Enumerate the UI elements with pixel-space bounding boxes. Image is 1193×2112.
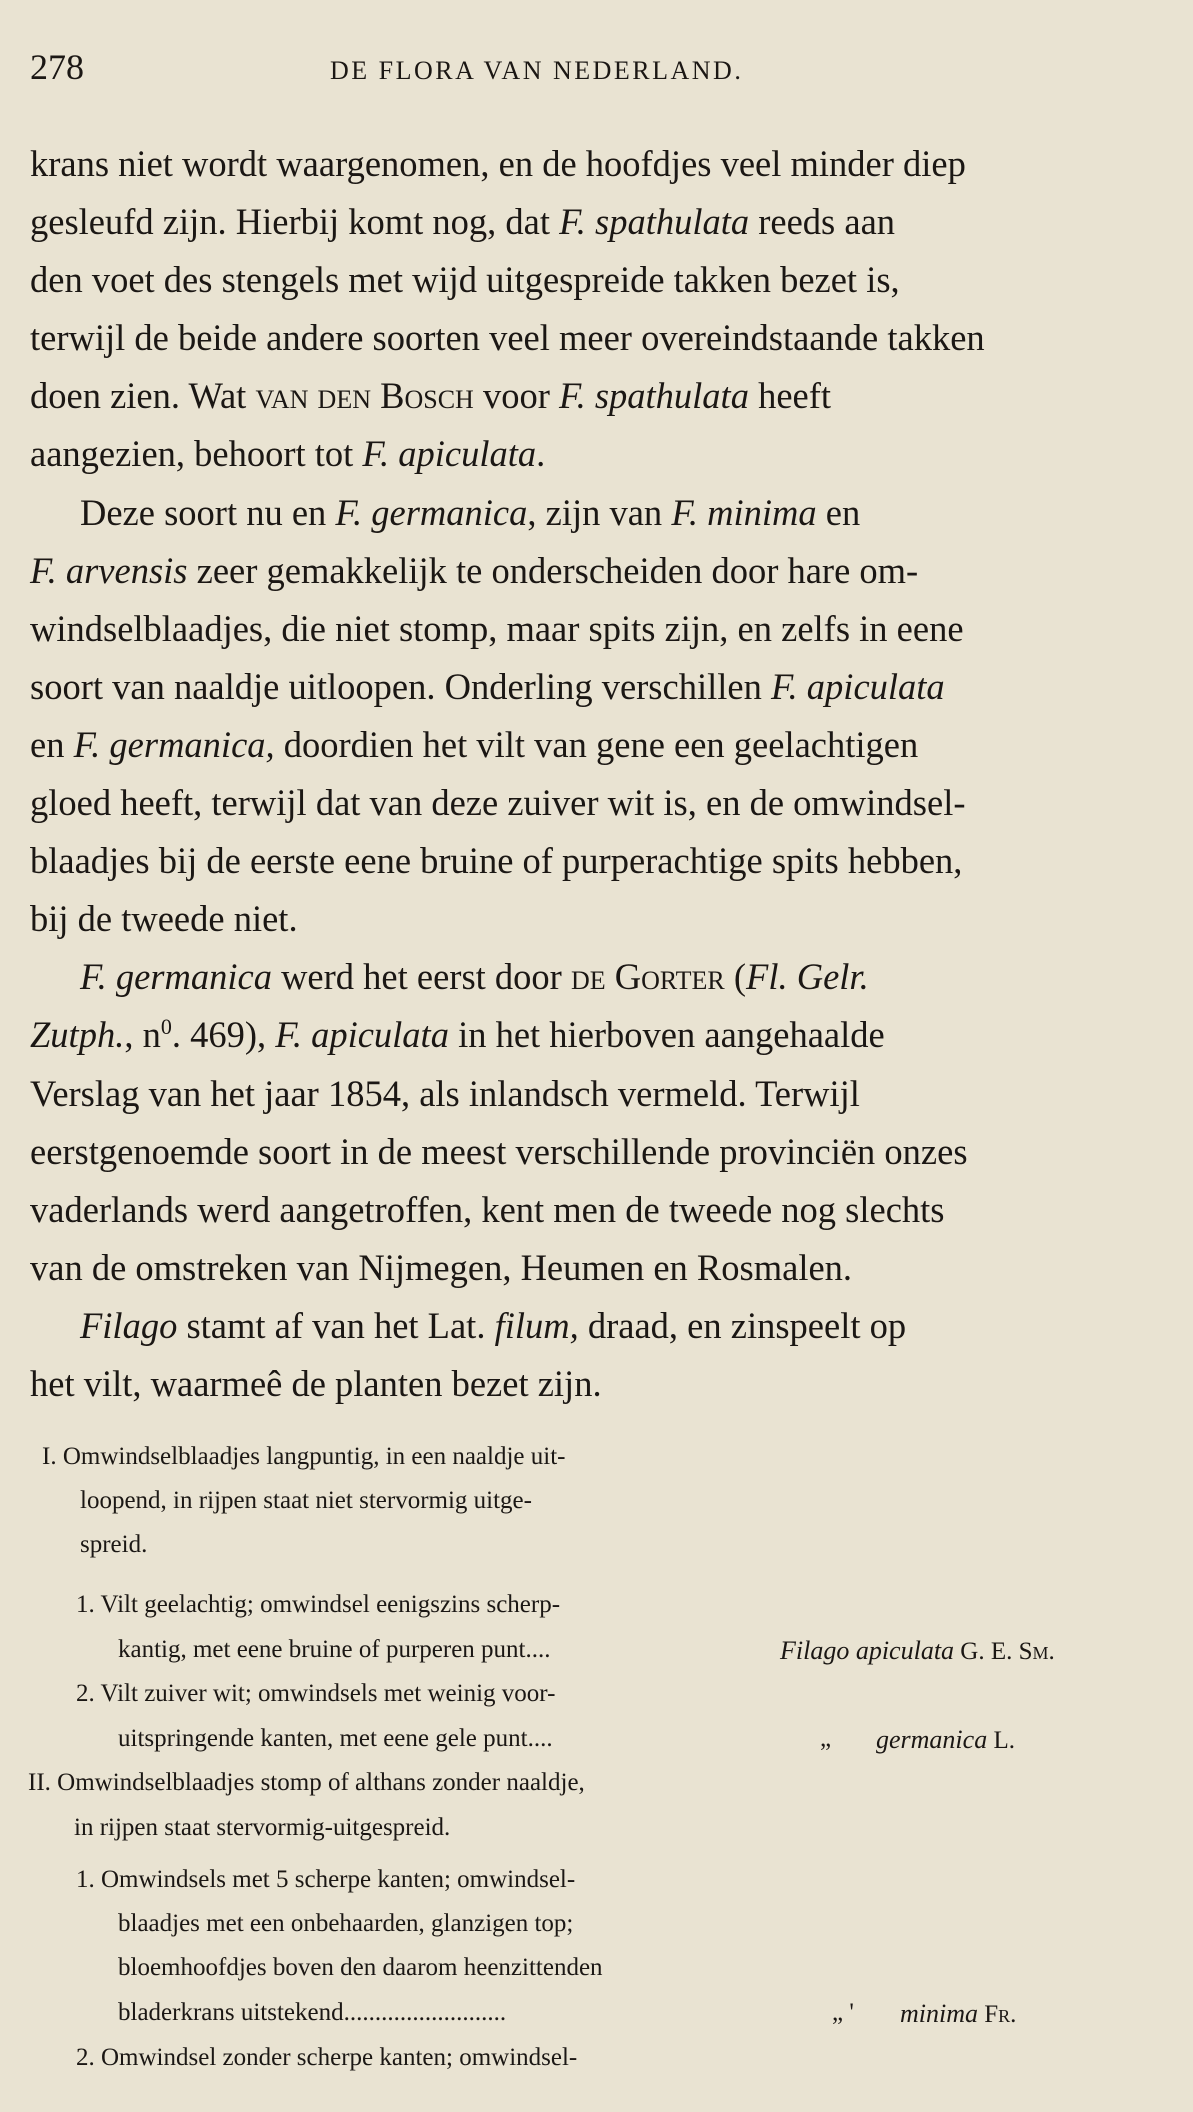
key-species-entry (780, 1636, 1055, 1666)
species-name: F. germanica (80, 956, 272, 998)
text-span: in het hierboven aangehaalde (448, 1014, 885, 1056)
ditto-mark: „ (820, 1725, 832, 1752)
text-line: vaderlands werd aangetroffen, kent men de tweede nog slechts (30, 1188, 945, 1230)
text-span: . (536, 433, 546, 475)
species-name: F. germanica (335, 491, 528, 533)
species-name: germanica (876, 1725, 988, 1754)
text-line: eerstgenoemde soort in de meest verschillende provinciën onzes (30, 1130, 968, 1172)
species-name: F. apiculata (362, 433, 537, 475)
author-abbrev: Fr. (978, 2001, 1017, 2028)
author-abbrev: G. E. Sm. (954, 1638, 1055, 1665)
text-line: gloed heeft, terwijl dat van deze zuiver wit is, en de omwindsel- (30, 782, 966, 824)
species-name: F. minima (671, 491, 817, 533)
text-line (30, 1297, 1167, 1355)
text-line: bij de tweede niet. (30, 898, 298, 940)
key-line: kantig, met eene bruine of purperen punt.... (118, 1636, 551, 1663)
key-line: 1. Vilt geelachtig; omwindsel eenigszins scherp- (76, 1591, 561, 1618)
text-line: den voet des stengels met wijd uitgespreide takken bezet is, (30, 259, 900, 301)
key-line: I. Omwindselblaadjes langpuntig, in een naaldje uit- (42, 1443, 566, 1470)
paragraph-1 (30, 135, 1167, 484)
text-span: werd het eerst door (271, 956, 571, 998)
paragraph-4 (30, 1297, 1167, 1413)
species-name: F. apiculata (770, 665, 945, 707)
key-line: uitspringende kanten, met eene gele punt.... (118, 1725, 553, 1752)
text-span: Deze soort nu en (80, 491, 336, 533)
paragraph-2 (30, 484, 1167, 949)
text-span: doordien het vilt van gene een geelachtigen (274, 723, 919, 765)
genus-name: Filago (80, 1304, 178, 1346)
running-head: DE FLORA VAN NEDERLAND. (330, 56, 744, 85)
text-span: doen zien. Wat (30, 375, 256, 417)
key-line: II. Omwindselblaadjes stomp of althans zonder naaldje, (28, 1769, 585, 1796)
key-line: blaadjes met een onbehaarden, glanzigen top; (118, 1910, 574, 1937)
text-line: Verslag van het jaar 1854, als inlandsch vermeld. Terwijl (30, 1072, 860, 1114)
key-species-entry (876, 1725, 1015, 1755)
text-line (30, 425, 1167, 483)
author-name: van den Bosch (255, 375, 474, 417)
text-span: zeer gemakkelijk te onderscheiden door hare om- (187, 549, 919, 591)
text-span: aangezien, behoort tot (30, 433, 363, 475)
text-line (30, 658, 1167, 716)
text-line (30, 716, 1167, 774)
species-name: minima (900, 1999, 978, 2028)
key-line: bloemhoofdjes boven den daarom heenzittenden (118, 1954, 603, 1981)
text-line (30, 948, 1167, 1006)
text-line (30, 367, 1167, 425)
text-span: en (816, 491, 861, 533)
text-line: krans niet wordt waargenomen, en de hoofdjes veel minder diep (30, 143, 966, 184)
text-line: het vilt, waarmeê de planten bezet zijn. (30, 1362, 602, 1404)
text-span: heeft (748, 375, 832, 417)
ditto-mark: „ ' (832, 1999, 854, 2026)
species-name: F. apiculata (275, 1014, 449, 1056)
text-line (30, 542, 1167, 600)
text-span: stamt af van het Lat. (177, 1304, 495, 1346)
key-line: spreid. (80, 1531, 148, 1558)
key-line: 2. Omwindsel zonder scherpe kanten; omwindsel- (76, 2044, 578, 2071)
text-span: soort van naaldje uitloopen. Onderling verschillen (30, 665, 771, 707)
superscript: 0 (160, 1014, 172, 1040)
text-span: gesleufd zijn. Hierbij komt nog, dat (30, 201, 560, 243)
author-name: de Gorter (570, 956, 725, 998)
page-number: 278 (30, 47, 84, 87)
page-header (30, 46, 1160, 96)
key-line: 1. Omwindsels met 5 scherpe kanten; omwindsel- (76, 1866, 576, 1893)
citation: Fl. Gelr. (746, 956, 869, 998)
latin-word: filum, (494, 1304, 579, 1346)
text-line (30, 193, 1167, 251)
text-span: en (30, 723, 74, 765)
text-line: windselblaadjes, die niet stomp, maar spits zijn, en zelfs in eene (30, 607, 964, 649)
text-line (30, 1006, 1167, 1064)
paragraph-3 (30, 948, 1167, 1297)
text-span: , n (124, 1014, 161, 1056)
text-span: reeds aan (749, 201, 896, 243)
species-name: F. spathulata (558, 375, 749, 417)
species-name: F. arvensis (30, 549, 188, 591)
text-line (30, 484, 1167, 542)
text-span: ( (724, 956, 747, 998)
key-line: in rijpen staat stervormig-uitgespreid. (74, 1814, 451, 1841)
text-span: draad, en zinspeelt op (578, 1304, 907, 1346)
text-span: , zijn van (527, 491, 672, 533)
text-span: voor (473, 375, 559, 417)
text-span: . 469), (171, 1014, 276, 1056)
key-line: 2. Vilt zuiver wit; omwindsels met weinig voor- (76, 1680, 556, 1707)
key-line: bladerkrans uitstekend.......................... (118, 1999, 507, 2026)
species-name: F. germanica, (73, 723, 275, 765)
author-abbrev: L. (987, 1727, 1015, 1754)
species-name: F. spathulata (559, 201, 750, 243)
text-line: van de omstreken van Nijmegen, Heumen en Rosmalen. (30, 1246, 853, 1288)
text-line: terwijl de beide andere soorten veel meer overeindstaande takken (30, 317, 985, 359)
species-name: Filago apiculata (780, 1636, 955, 1665)
text-line: blaadjes bij de eerste eene bruine of purperachtige spits hebben, (30, 840, 963, 882)
citation: Zutph. (30, 1014, 125, 1056)
key-line: loopend, in rijpen staat niet stervormig uitge- (80, 1487, 532, 1514)
key-species-entry (900, 1999, 1016, 2029)
main-text (30, 135, 1167, 1413)
